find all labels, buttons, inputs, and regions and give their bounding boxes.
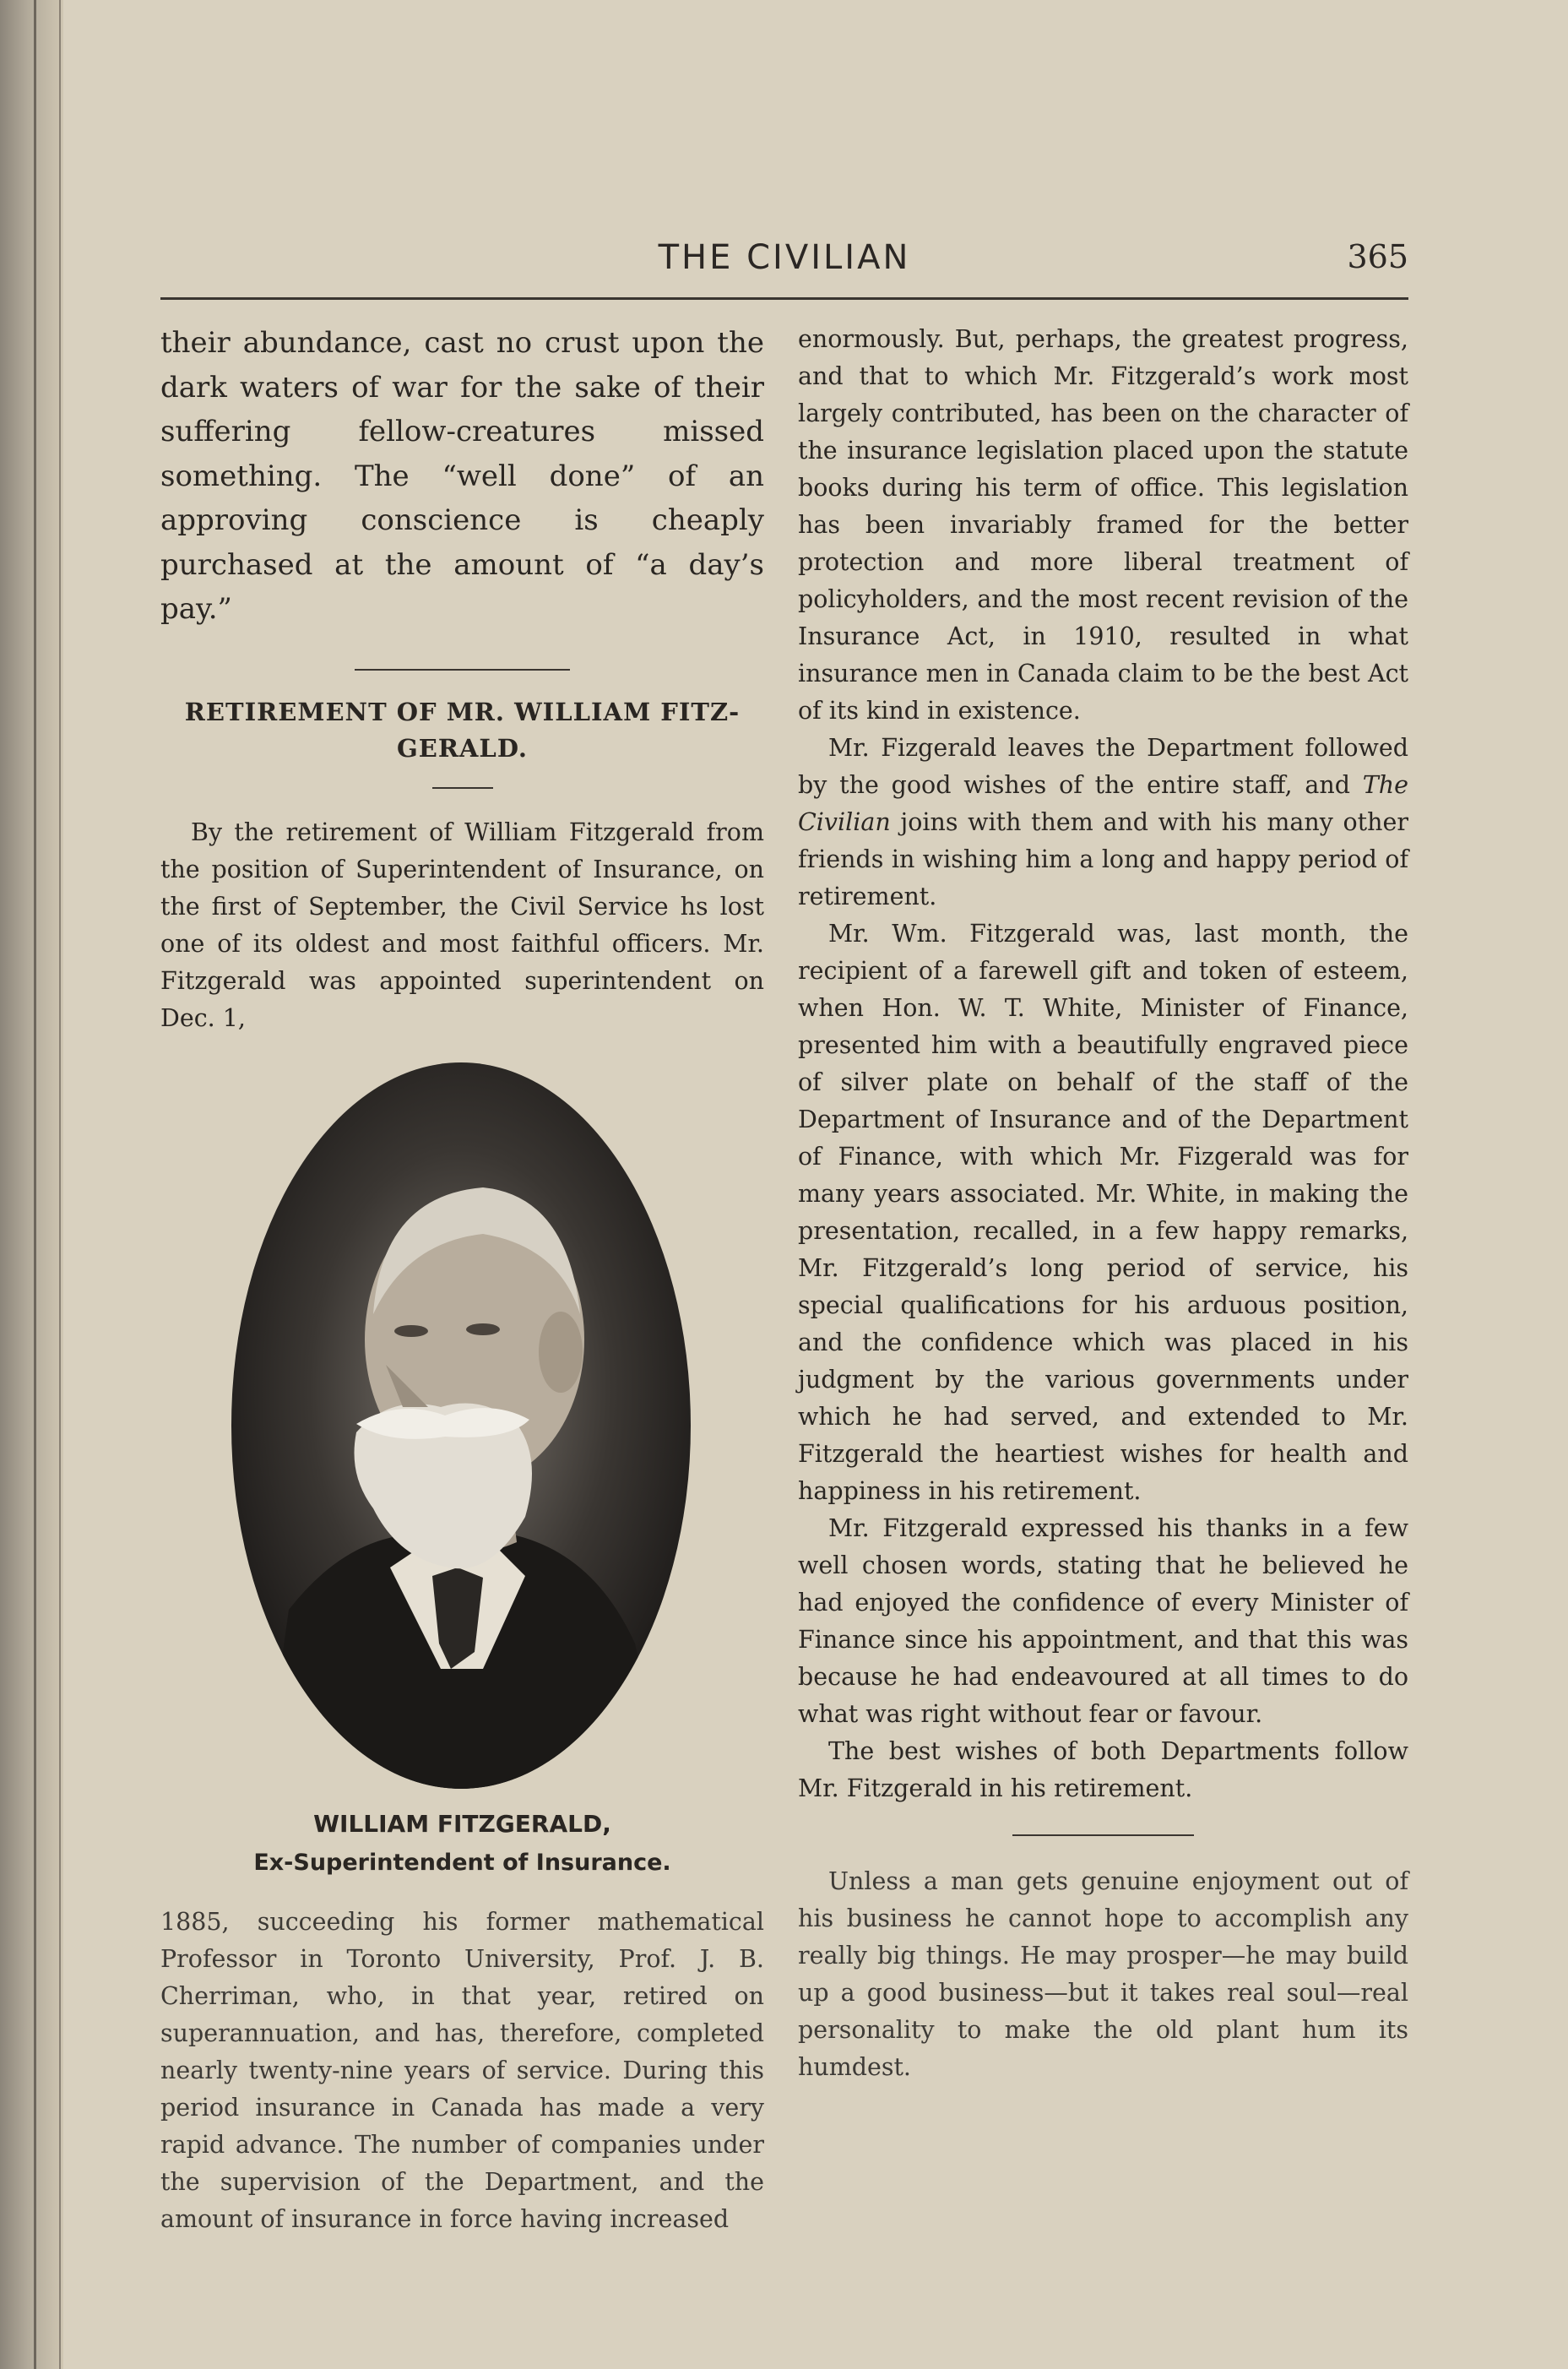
filler-paragraph: Unless a man gets genuine enjoyment out of his business he cannot hope to accomplish any really big things. He may prosper—he may build up a good business—but it takes real soul—real personality to make the old plant hum its humdest. [798,1867,1408,2081]
right-column [798,321,1408,2331]
headline-divider [432,787,493,789]
left-column [160,321,764,2331]
article-paragraph: Mr. Wm. Fitzgerald was, last month, the recipient of a farewell gift and token of esteem, when Hon. W. T. White, Minister of Finance, presented him with a beautifully engraved piece of silver plate on behalf of the staff of the Department of Insurance and of the Department of Finance, with which Mr. Fizgerald was for many years associated. Mr. White, in making the presentation, recalled, in a few happy remarks, Mr. Fitzgerald’s long period of service, his special qualifications for his arduous position, and the confidence which was placed in his judgment by the various governments under which he had served, and extended to Mr. Fitzgerald the heartiest wishes for health and happiness in his retirement. [798,920,1408,1505]
portrait-caption-name: WILLIAM FITZGERALD, [313,1809,611,1838]
paragraph-text: joins with them and with his many other friends in wishing him a long and happy period of retirement. [798,808,1408,910]
portrait-caption-title: Ex-Superintendent of Insurance. [253,1849,671,1876]
article-paragraph: By the retirement of William Fitzgerald from the position of Superintendent of Insurance, on the first of September, the Civil Service hs lost one of its oldest and most faithful officers. Mr. Fitzgerald was appointed superintendent on Dec. 1, [160,818,764,1032]
portrait-photo [230,1061,692,1791]
gutter-edge-line [34,0,36,2369]
page-number: 365 [1347,238,1408,275]
book-gutter [0,0,63,2369]
section-divider [1012,1834,1194,1836]
article-headline: RETIREMENT OF MR. WILLIAM FITZ-GERALD. [184,697,741,763]
portrait-figure [160,1061,764,1804]
lead-paragraph: their abundance, cast no crust upon the dark waters of war for the sake of their suffering fellow-creatures missed something. The “well done” of an approving conscience is cheaply purchased at the amount of “a day’s pay.” [160,326,764,626]
article-paragraph: Mr. Fitzgerald expressed his thanks in a few well chosen words, stating that he believed he had enjoyed the confidence of every Minister of Finance since his appointment, and that this was because he had endeavoured at all times to do what was right without fear or favour. [798,1514,1408,1728]
running-header [160,228,1408,304]
article-paragraph [798,730,1408,916]
paragraph-text: Mr. Fizgerald leaves the Department followed by the good wishes of the entire staff, and [798,734,1408,799]
publication-name-italic: The Civilian [798,771,1408,836]
publication-title: THE CIVILIAN [658,238,911,277]
article-paragraph: enormously. But, perhaps, the greatest progress, and that to which Mr. Fitzgerald’s work most largely contributed, has been on the character of the insurance legislation placed upon the statute books during his term of office. This legislation has been invariably framed for the better protection and more liberal treatment of policyholders, and the most recent revision of the Insurance Act, in 1910, resulted in what insurance men in Canada claim to be the best Act of its kind in existence. [798,325,1408,725]
article-paragraph: The best wishes of both Departments follow Mr. Fitzgerald in his retirement. [798,1737,1408,1802]
header-rule [160,297,1408,300]
article-paragraph: 1885, succeeding his former mathematical Professor in Toronto University, Prof. J. B. Cherriman, who, in that year, retired on superannuation, and has, therefore, completed nearly twenty-nine years of service. During this period insurance in Canada has made a very rapid advance. The number of companies under the supervision of the Department, and the amount of insurance in force having increased [160,1907,764,2233]
gutter-fold-line [59,0,61,2369]
section-divider [355,669,570,671]
